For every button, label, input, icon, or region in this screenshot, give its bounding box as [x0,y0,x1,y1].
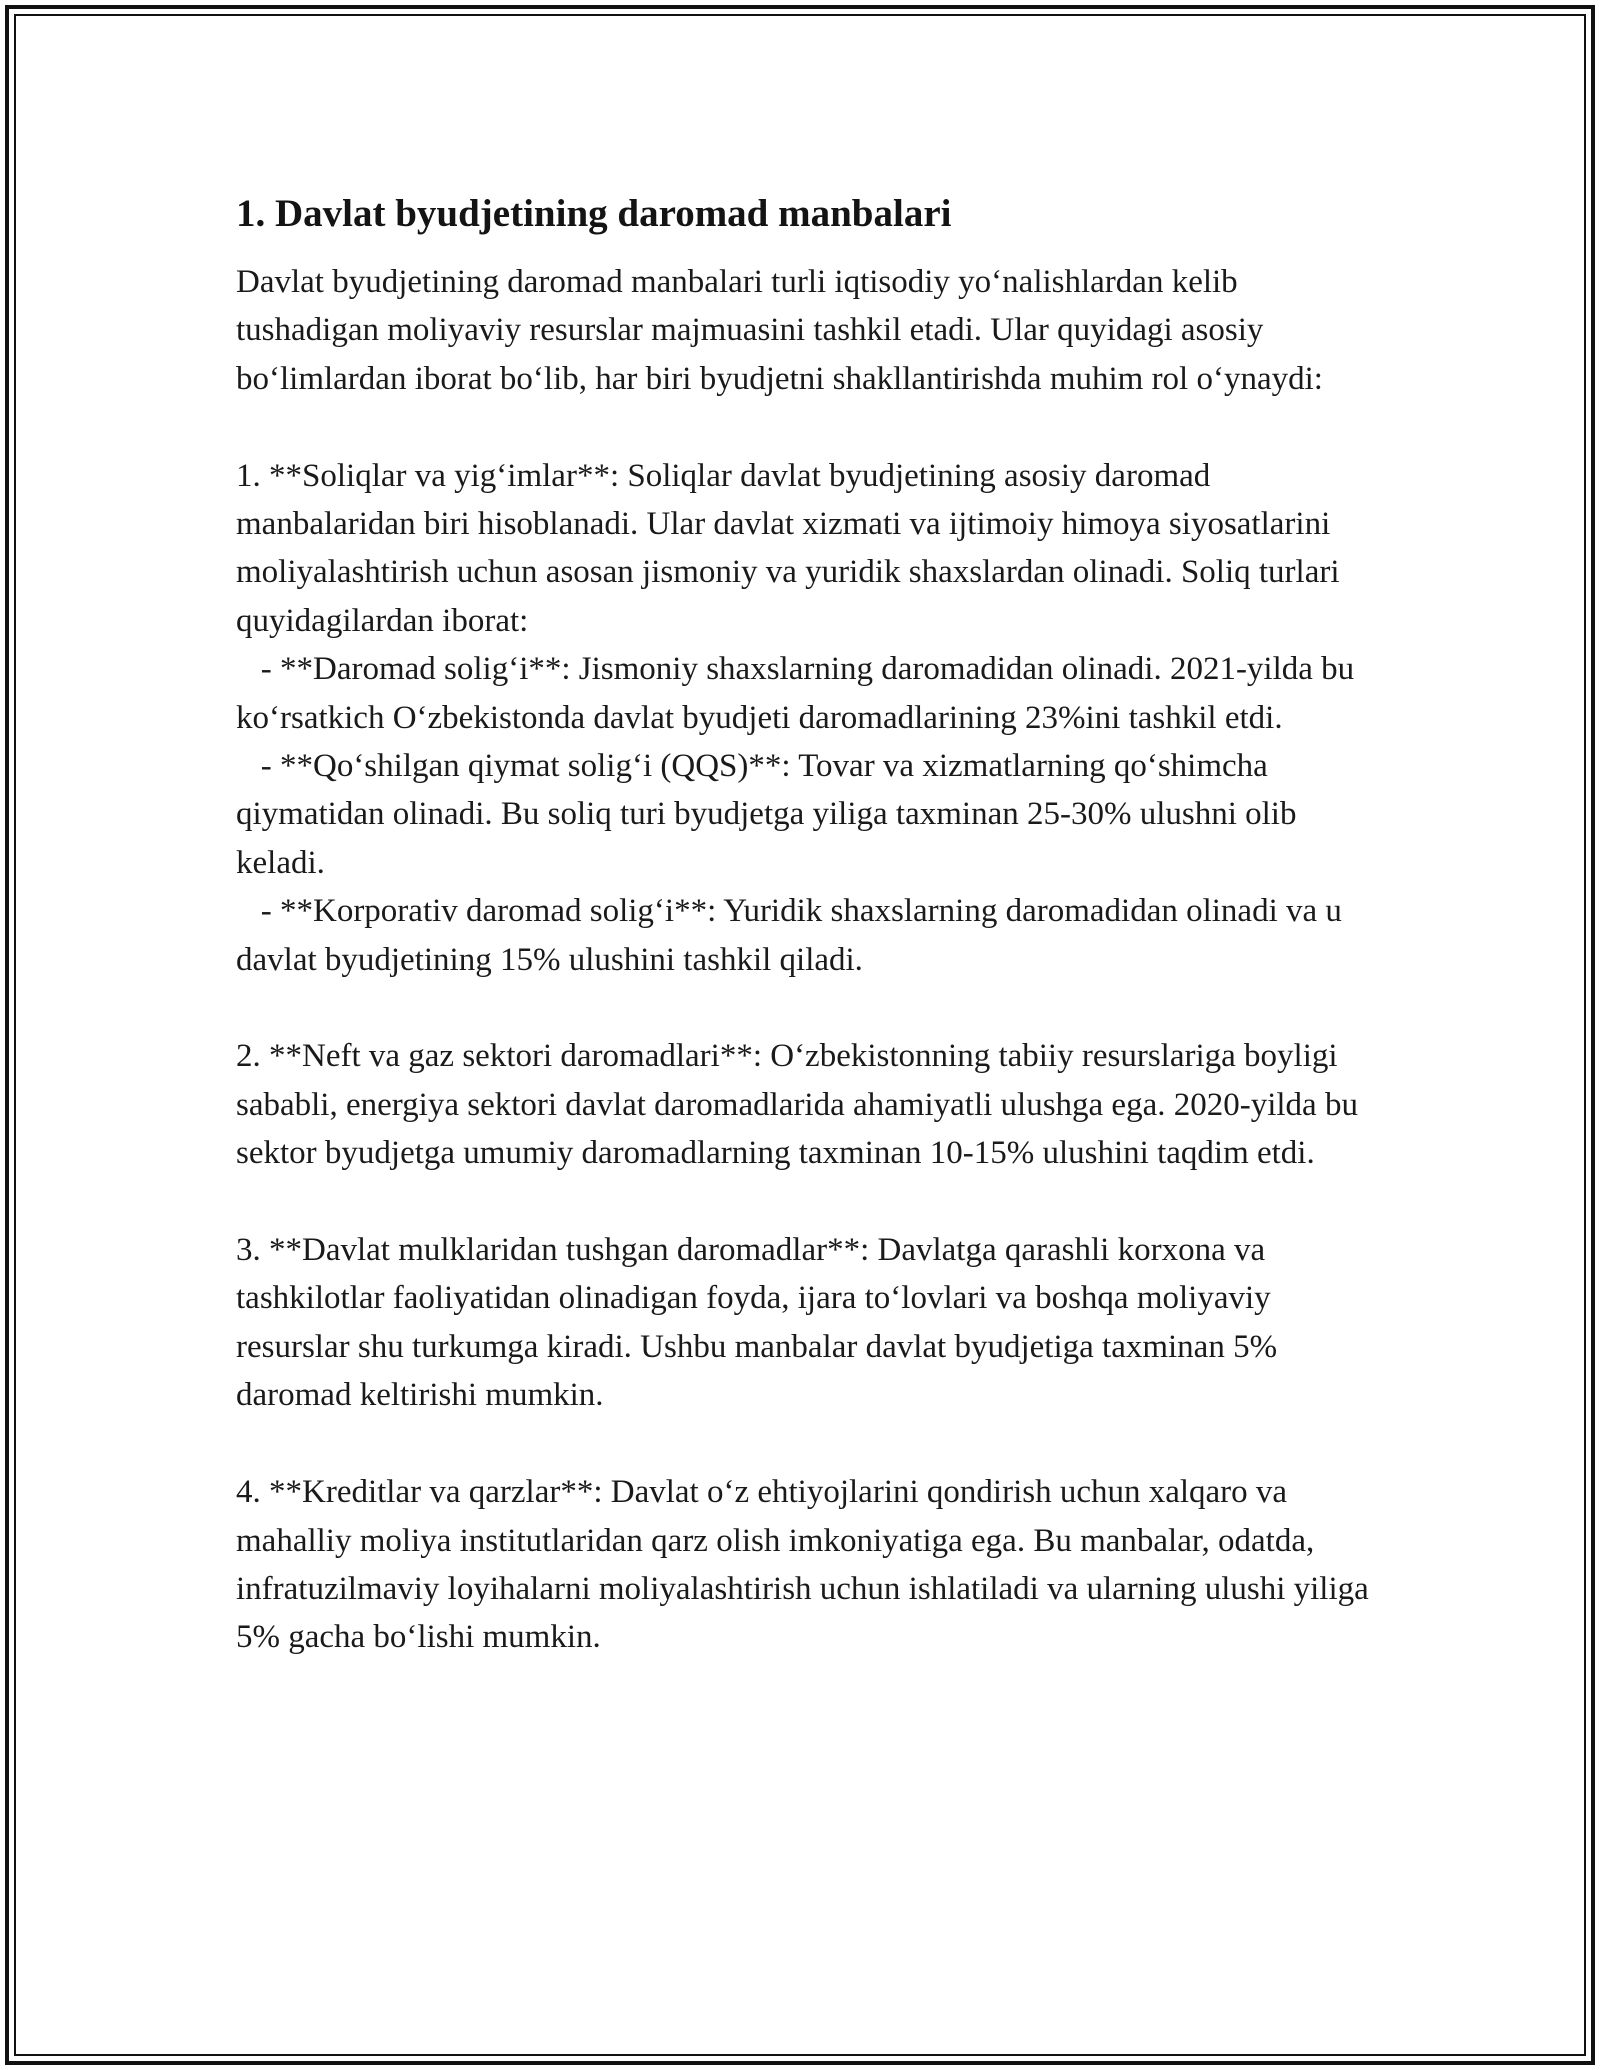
document-body [236,182,1376,1662]
section-2-paragraph: 2. **Neft va gaz sektori daromadlari**: O‘zbekistonning tabiiy resurslariga boyligi sababli, energiya sektori davlat daromadlarida ahamiyatli ulushga ega. 2020-yilda bu sektor byudjetga umumiy daromadlarning taxminan 10-15% ulushini taqdim etdi. [236,1038,1367,1172]
section-3-paragraph: 3. **Davlat mulklaridan tushgan daromadlar**: Davlatga qarashli korxona va tashkilotlar faoliyatidan olinadigan foyda, ijara to‘lovlari va boshqa moliyaviy resurslar shu turkumga kiradi. Ushbu manbalar davlat byudjetiga taxminan 5% daromad keltirishi mumkin. [236,1232,1286,1414]
intro-paragraph: Davlat byudjetining daromad manbalari turli iqtisodiy yo‘nalishlardan kelib tushadigan moliyaviy resurslar majmuasini tashkil etadi. Ular quyidagi asosiy bo‘limlardan iborat bo‘lib, har biri byudjetni shakllantirishda muhim rol o‘ynaydi: [236,264,1323,397]
paragraph-gap [236,1178,1376,1226]
paragraph-gap [236,984,1376,1032]
paragraph-gap [236,403,1376,451]
section-1-item-vat: - **Qo‘shilgan qiymat solig‘i (QQS)**: Tovar va xizmatlarning qo‘shimcha qiymatidan olinadi. Bu soliq turi byudjetga yiliga taxminan 25-30% ulushni olib keladi. [236,748,1305,881]
section-4-paragraph: 4. **Kreditlar va qarzlar**: Davlat o‘z ehtiyojlarini qondirish uchun xalqaro va mahalliy moliya institutlaridan qarz olish imkoniyatiga ega. Bu manbalar, odatda, infratuzilmaviy loyihalarni moliyalashtirish uchun ishlatiladi va ularning ulushi yiliga 5% gacha bo‘lishi mumkin. [236,1474,1378,1656]
section-heading: 1. Davlat byudjetining daromad manbalari [236,192,952,235]
section-1-item-corporate-tax: - **Korporativ daromad solig‘i**: Yuridik shaxslarning daromadidan olinadi va u davlat byudjetining 15% ulushini tashkil qiladi. [236,893,1351,978]
paragraph-gap [236,1420,1376,1468]
section-1-paragraph: 1. **Soliqlar va yig‘imlar**: Soliqlar davlat byudjetining asosiy daromad manbalaridan biri hisoblanadi. Ular davlat xizmati va ijtimoiy himoya siyosatlarini moliyalashtirish uchun asosan jismoniy va yuridik shaxslardan olinadi. Soliq turlari quyidagilardan iborat: [236,457,1348,639]
section-1-item-income-tax: - **Daromad solig‘i**: Jismoniy shaxslarning daromadidan olinadi. 2021-yilda bu ko‘rsatkich O‘zbekistonda davlat byudjeti daromadlarining 23%ini tashkil etdi. [236,651,1363,736]
